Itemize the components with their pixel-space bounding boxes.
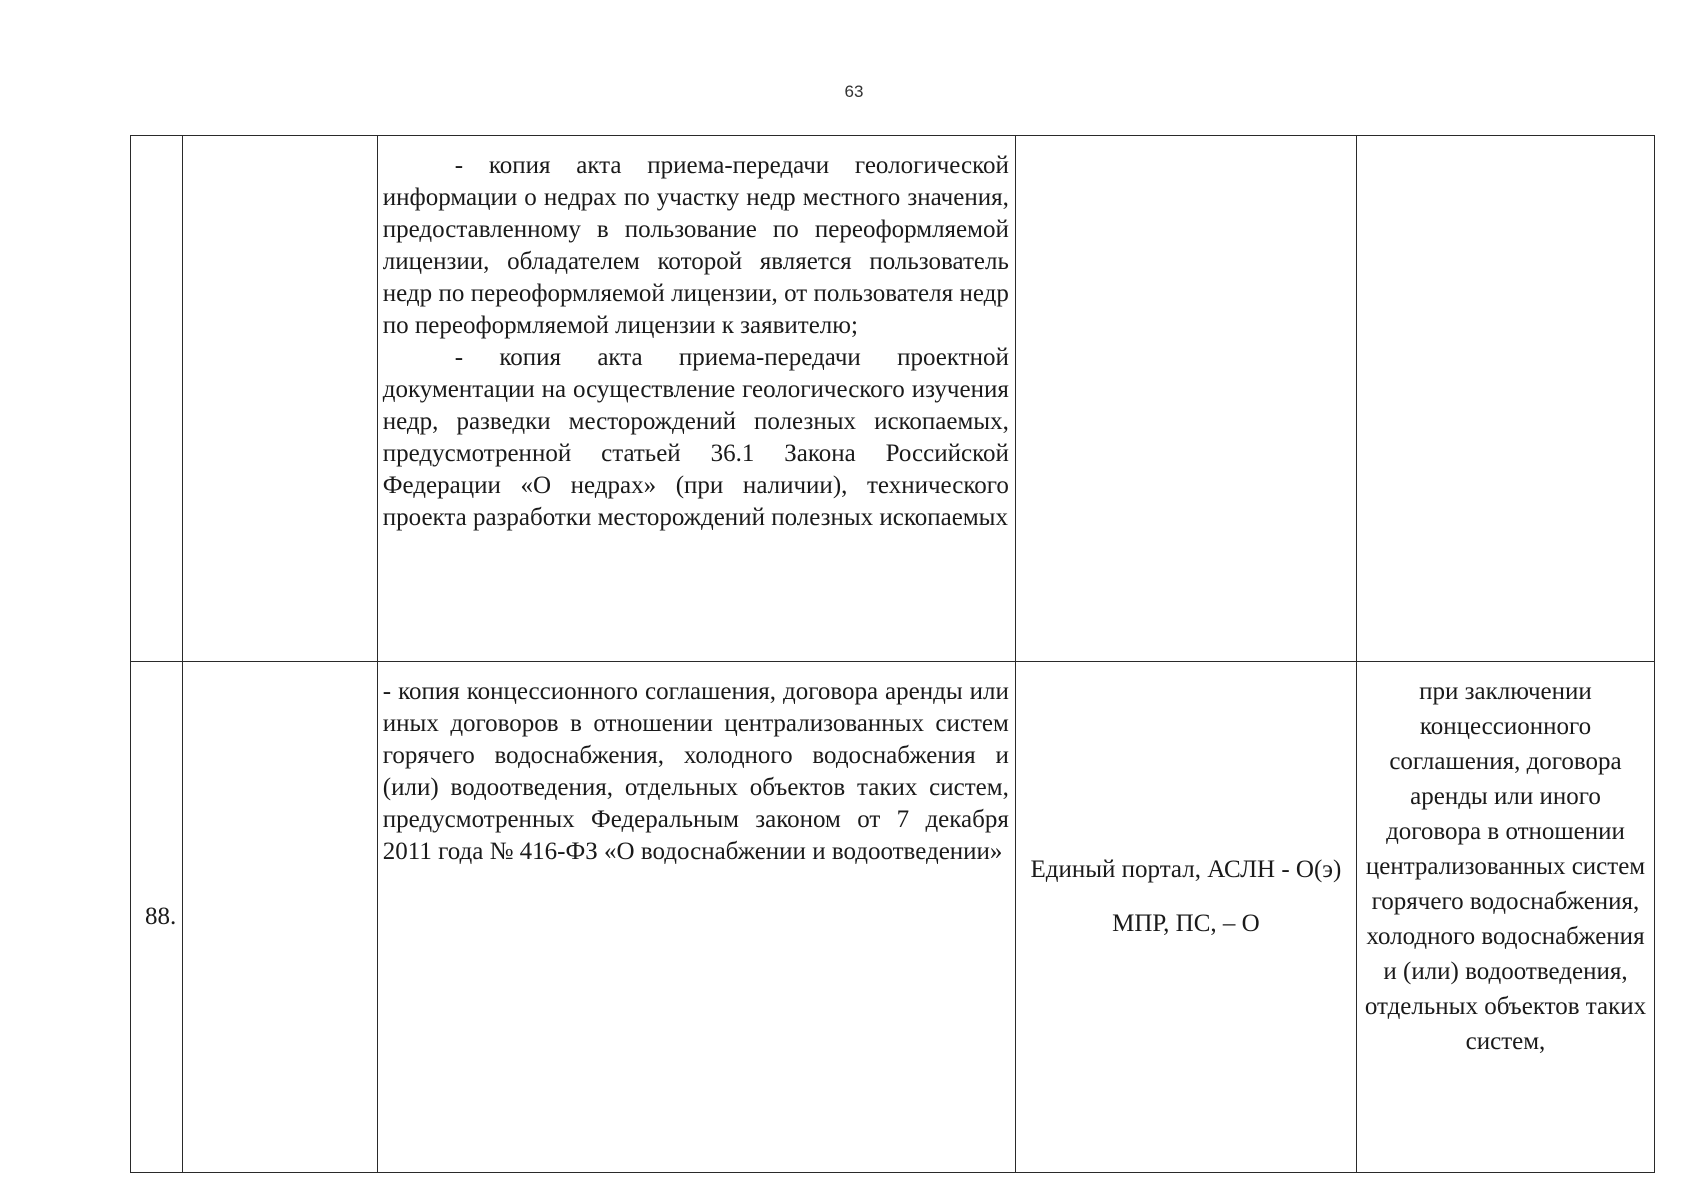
row-number-cell [131, 136, 183, 662]
table-row [131, 136, 1655, 662]
document-paragraph: - копия акта приема-передачи геологической информации о недрах по участку недр местного значения, предоставленному в пользование по переоформляемой лицензии, обладателем которой является пользователь недр по переоформляемой лицензии, от пользователя недр по переоформляемой лицензии к заявителю; [382, 152, 1009, 339]
responsible-text: МПР, ПС, – О [1112, 910, 1260, 937]
document-paragraph: - копия концессионного соглашения, договора аренды или иных договоров в отношении централизованных систем горячего водоснабжения, холодного водоснабжения и (или) водоотведения, отдельных объектов таких систем, предусмотренных Федеральным законом от 7 декабря 2011 года № 416-ФЗ «О водоснабжении и водоотведении» [382, 678, 1009, 865]
row-name-cell [183, 662, 378, 1173]
documents-cell [377, 662, 1015, 1173]
page-number: 63 [844, 82, 864, 101]
source-cell [1015, 136, 1356, 662]
document-paragraph: - копия акта приема-передачи проектной документации на осуществление геологического изучения недр, разведки месторождений полезных ископаемых, предусмотренной статьей 36.1 Закона Российской Федерации «О недрах» (при наличии), технического проекта разработки месторождений полезных ископаемых [382, 344, 1009, 531]
row-name-cell [183, 136, 378, 662]
source-text: Единый портал, АСЛН - О(э) [1030, 856, 1342, 883]
documents-cell [377, 136, 1015, 662]
document-table [130, 135, 1655, 1173]
source-cell [1015, 662, 1356, 1173]
condition-cell: при заключении концессионного соглашения, договора аренды или иного договора в отношении централизованных систем горячего водоснабжения, холодного водоснабжения и (или) водоотведения, отдельных объектов таких систем, [1356, 662, 1654, 1173]
table-row [131, 662, 1655, 1173]
row-number-cell: 88. [131, 662, 183, 1173]
condition-cell [1356, 136, 1654, 662]
